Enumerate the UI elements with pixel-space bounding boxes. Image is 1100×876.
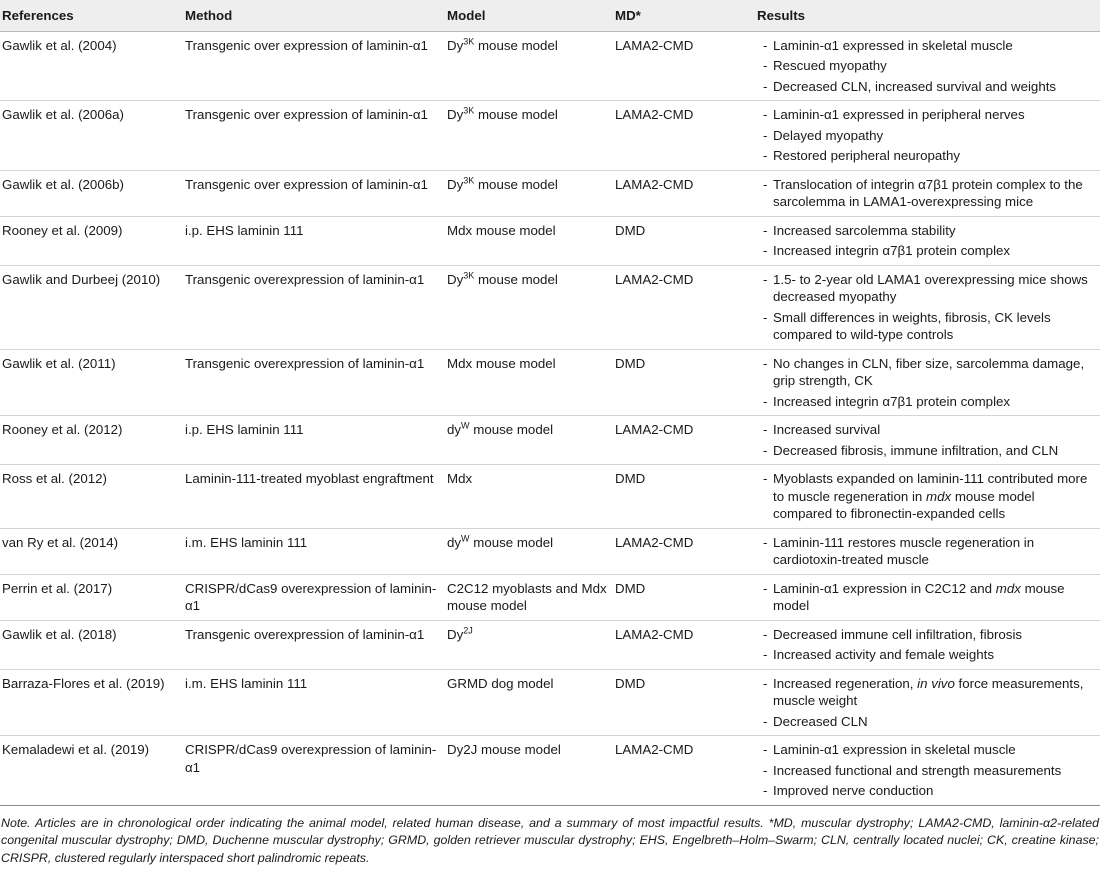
- model-suffix: mouse model: [474, 37, 558, 53]
- cell-reference: Perrin et al. (2017): [0, 574, 183, 620]
- result-item: - Decreased immune cell infiltration, fibrosis: [757, 626, 1094, 644]
- model-name: Dy: [447, 107, 464, 122]
- table-row: [0, 416, 1100, 465]
- model-name: Mdx mouse model: [447, 222, 556, 238]
- cell-results: [755, 216, 1100, 265]
- result-item: - Myoblasts expanded on laminin-111 contributed more to muscle regeneration in mdx mouse model compared to fibronectin-expanded cells: [757, 470, 1094, 523]
- cell-results: [755, 349, 1100, 416]
- results-list: [757, 626, 1094, 664]
- result-item: - Laminin-α1 expression in C2C12 and mdx mouse model: [757, 580, 1094, 615]
- model-superscript: W: [461, 533, 470, 544]
- results-list: [757, 37, 1094, 96]
- table-row: [0, 620, 1100, 669]
- model-name: C2C12 myoblasts and Mdx mouse model: [447, 580, 607, 613]
- model-name: Dy2J mouse model: [447, 742, 561, 757]
- cell-reference: Gawlik and Durbeej (2010): [0, 265, 183, 349]
- result-item: - Increased sarcolemma stability: [757, 222, 1094, 240]
- result-item: - Rescued myopathy: [757, 57, 1094, 75]
- cell-results: [755, 736, 1100, 806]
- cell-reference: Kemaladewi et al. (2019): [0, 736, 183, 806]
- header-model: Model: [445, 0, 613, 31]
- cell-method: Transgenic over expression of laminin-α1: [183, 31, 445, 101]
- table-row: [0, 170, 1100, 216]
- cell-method: Transgenic overexpression of laminin-α1: [183, 349, 445, 416]
- model-name: Mdx: [447, 471, 473, 486]
- result-item: - Decreased CLN: [757, 713, 1094, 731]
- cell-method: Transgenic over expression of laminin-α1: [183, 101, 445, 171]
- cell-method: i.m. EHS laminin 111: [183, 669, 445, 736]
- table-row: [0, 101, 1100, 171]
- model-name: Dy: [447, 271, 464, 287]
- cell-results: [755, 170, 1100, 216]
- cell-method: CRISPR/dCas9 overexpression of laminin-α1: [183, 736, 445, 806]
- cell-md: LAMA2-CMD: [613, 31, 755, 101]
- cell-method: i.p. EHS laminin 111: [183, 416, 445, 465]
- cell-md: LAMA2-CMD: [613, 620, 755, 669]
- cell-md: LAMA2-CMD: [613, 170, 755, 216]
- results-list: [757, 271, 1094, 344]
- cell-reference: Gawlik et al. (2006b): [0, 170, 183, 216]
- table-row: [0, 265, 1100, 349]
- model-suffix: mouse model: [474, 107, 558, 122]
- model-name: Dy: [447, 626, 464, 642]
- results-list: [757, 675, 1094, 731]
- cell-method: i.m. EHS laminin 111: [183, 528, 445, 574]
- cell-reference: Gawlik et al. (2006a): [0, 101, 183, 171]
- table-row: [0, 528, 1100, 574]
- result-item: - Increased integrin α7β1 protein complex: [757, 393, 1094, 411]
- cell-reference: van Ry et al. (2014): [0, 528, 183, 574]
- model-superscript: 3K: [463, 175, 475, 186]
- model-suffix: mouse model: [469, 422, 554, 437]
- cell-results: [755, 528, 1100, 574]
- cell-md: LAMA2-CMD: [613, 101, 755, 171]
- cell-reference: Barraza-Flores et al. (2019): [0, 669, 183, 736]
- cell-md: DMD: [613, 349, 755, 416]
- cell-model: [445, 574, 613, 620]
- cell-md: LAMA2-CMD: [613, 265, 755, 349]
- cell-model: [445, 528, 613, 574]
- model-name: dy: [447, 422, 462, 437]
- result-item: - Translocation of integrin α7β1 protein complex to the sarcolemma in LAMA1-overexpressing mice: [757, 176, 1094, 211]
- cell-reference: Rooney et al. (2009): [0, 216, 183, 265]
- model-name: dy: [447, 534, 462, 550]
- cell-model: [445, 620, 613, 669]
- cell-reference: Ross et al. (2012): [0, 465, 183, 529]
- cell-model: [445, 736, 613, 806]
- cell-results: [755, 416, 1100, 465]
- model-suffix: mouse model: [474, 176, 558, 192]
- cell-md: DMD: [613, 669, 755, 736]
- table-row: [0, 736, 1100, 806]
- cell-model: [445, 416, 613, 465]
- result-item: - Delayed myopathy: [757, 127, 1094, 145]
- table-header: [0, 0, 1100, 31]
- cell-model: [445, 669, 613, 736]
- model-suffix: mouse model: [474, 271, 558, 287]
- cell-reference: Gawlik et al. (2018): [0, 620, 183, 669]
- table-row: [0, 574, 1100, 620]
- cell-model: [445, 31, 613, 101]
- cell-results: [755, 465, 1100, 529]
- cell-model: [445, 170, 613, 216]
- result-item: - Decreased fibrosis, immune infiltration, and CLN: [757, 442, 1094, 460]
- cell-md: LAMA2-CMD: [613, 528, 755, 574]
- cell-model: [445, 265, 613, 349]
- header-md: MD*: [613, 0, 755, 31]
- cell-md: LAMA2-CMD: [613, 416, 755, 465]
- cell-method: CRISPR/dCas9 overexpression of laminin-α1: [183, 574, 445, 620]
- result-item: - Increased regeneration, in vivo force measurements, muscle weight: [757, 675, 1094, 710]
- cell-model: [445, 349, 613, 416]
- result-item: - Decreased CLN, increased survival and weights: [757, 78, 1094, 96]
- cell-md: DMD: [613, 216, 755, 265]
- model-superscript: W: [461, 420, 470, 431]
- result-item: - Increased functional and strength measurements: [757, 762, 1094, 780]
- header-row: [0, 0, 1100, 31]
- model-superscript: 3K: [463, 36, 475, 47]
- result-item: - Laminin-α1 expressed in skeletal muscle: [757, 37, 1094, 55]
- cell-method: i.p. EHS laminin 111: [183, 216, 445, 265]
- result-item: - Laminin-α1 expressed in peripheral nerves: [757, 106, 1094, 124]
- result-item: - No changes in CLN, fiber size, sarcolemma damage, grip strength, CK: [757, 355, 1094, 390]
- cell-model: [445, 216, 613, 265]
- model-superscript: 3K: [463, 105, 475, 116]
- result-item: - Improved nerve conduction: [757, 782, 1094, 800]
- cell-method: Transgenic over expression of laminin-α1: [183, 170, 445, 216]
- model-superscript: 2J: [463, 625, 473, 636]
- table-note: Note. Articles are in chronological order indicating the animal model, related human disease, and a summary of most impactful results. *MD, muscular dystrophy; LAMA2-CMD, laminin-α2-related congenital muscular dystrophy; DMD, Duchenne muscular dystrophy; GRMD, golden retriever muscular dystrophy; EHS, Engelbreth–Holm–Swarm; CLN, centrally located nuclei; CK, creatine kinase; CRISPR, clustered regularly interspaced short palindromic repeats.: [1, 815, 1099, 865]
- results-list: [757, 176, 1094, 211]
- model-name: GRMD dog model: [447, 675, 554, 691]
- model-name: Dy: [447, 37, 464, 53]
- table-body: [0, 31, 1100, 805]
- cell-results: [755, 101, 1100, 171]
- results-list: [757, 534, 1094, 569]
- cell-reference: Gawlik et al. (2004): [0, 31, 183, 101]
- result-item: - Increased activity and female weights: [757, 646, 1094, 664]
- result-item: - Laminin-111 restores muscle regeneration in cardiotoxin-treated muscle: [757, 534, 1094, 569]
- table-row: [0, 669, 1100, 736]
- cell-md: DMD: [613, 574, 755, 620]
- table-row: [0, 216, 1100, 265]
- header-method: Method: [183, 0, 445, 31]
- cell-results: [755, 31, 1100, 101]
- model-suffix: mouse model: [469, 534, 554, 550]
- cell-md: LAMA2-CMD: [613, 736, 755, 806]
- result-item: - Laminin-α1 expression in skeletal muscle: [757, 741, 1094, 759]
- results-list: [757, 580, 1094, 615]
- cell-method: Laminin-111-treated myoblast engraftment: [183, 465, 445, 529]
- results-list: [757, 106, 1094, 165]
- model-superscript: 3K: [463, 270, 475, 281]
- result-item: - Increased survival: [757, 421, 1094, 439]
- results-list: [757, 222, 1094, 260]
- model-name: Mdx mouse model: [447, 355, 556, 371]
- result-item: - Small differences in weights, fibrosis, CK levels compared to wild-type controls: [757, 309, 1094, 344]
- results-list: [757, 421, 1094, 459]
- cell-reference: Gawlik et al. (2011): [0, 349, 183, 416]
- cell-results: [755, 669, 1100, 736]
- result-item: - 1.5- to 2-year old LAMA1 overexpressing mice shows decreased myopathy: [757, 271, 1094, 306]
- cell-results: [755, 620, 1100, 669]
- cell-results: [755, 265, 1100, 349]
- table-row: [0, 465, 1100, 529]
- results-list: [757, 355, 1094, 411]
- cell-method: Transgenic overexpression of laminin-α1: [183, 265, 445, 349]
- cell-md: DMD: [613, 465, 755, 529]
- cell-method: Transgenic overexpression of laminin-α1: [183, 620, 445, 669]
- table-row: [0, 349, 1100, 416]
- model-name: Dy: [447, 176, 464, 192]
- header-references: References: [0, 0, 183, 31]
- result-item: - Increased integrin α7β1 protein complex: [757, 242, 1094, 260]
- results-list: [757, 741, 1094, 800]
- result-item: - Restored peripheral neuropathy: [757, 147, 1094, 165]
- results-list: [757, 470, 1094, 523]
- table-row: [0, 31, 1100, 101]
- cell-model: [445, 465, 613, 529]
- cell-reference: Rooney et al. (2012): [0, 416, 183, 465]
- cell-model: [445, 101, 613, 171]
- header-results: Results: [755, 0, 1100, 31]
- cell-results: [755, 574, 1100, 620]
